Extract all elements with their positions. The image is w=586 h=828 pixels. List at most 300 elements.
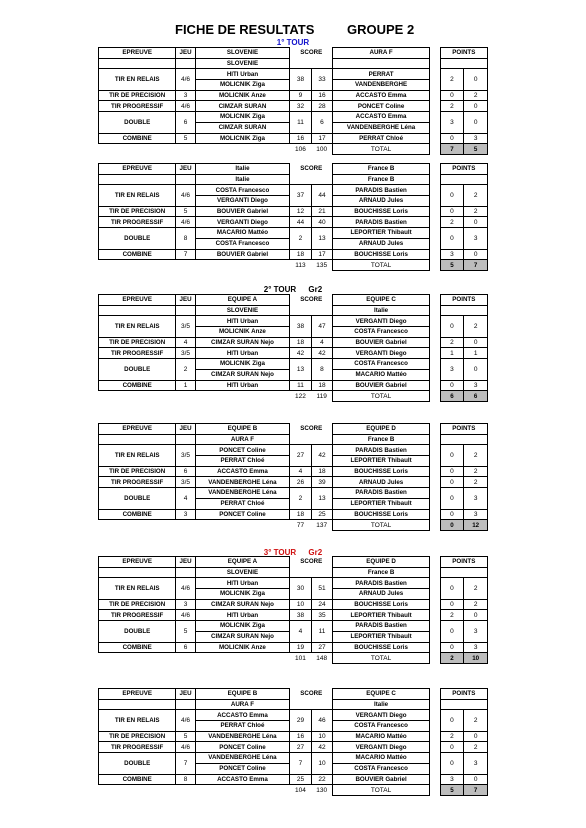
blank-cell (290, 699, 333, 710)
right-points: 3 (464, 488, 488, 509)
jeu-header: JEU (176, 689, 195, 700)
right-points: 0 (464, 731, 488, 742)
right-team-header: EQUIPE D (333, 424, 430, 435)
left-player: CIMZAR SURAN Nejo (195, 599, 290, 610)
blank-cell (176, 260, 195, 271)
event-label: TIR EN RELAIS (99, 578, 176, 599)
right-team-name: France B (333, 174, 430, 185)
right-player: MACARIO Mattéo (333, 731, 430, 742)
left-points: 0 (440, 133, 464, 144)
right-score: 25 (311, 509, 333, 520)
left-player: PONCET Coline (195, 742, 290, 753)
left-points: 0 (440, 710, 464, 731)
spacer (429, 185, 440, 206)
left-score: 18 (290, 509, 311, 520)
total-row (99, 520, 488, 531)
spacer (429, 133, 440, 144)
score-header: SCORE (300, 165, 323, 173)
blank-cell (440, 434, 487, 445)
page-title-row (0, 22, 586, 36)
left-points: 0 (440, 642, 464, 653)
spacer (429, 90, 440, 101)
blank-cell (176, 520, 195, 531)
event-label: TIR DE PRECISION (99, 337, 176, 348)
right-player: COSTA Francesco (333, 359, 430, 370)
right-points: 2 (464, 206, 488, 217)
right-points: 3 (464, 380, 488, 391)
total-row (99, 260, 488, 271)
right-team-name: Italie (333, 305, 430, 316)
left-team-header: SLOVENIE (195, 48, 290, 59)
right-points: 2 (464, 90, 488, 101)
right-points: 0 (464, 249, 488, 260)
left-player: ACCASTO Emma (195, 774, 290, 785)
left-points: 1 (440, 348, 464, 359)
jeu-value: 6 (176, 466, 195, 477)
spacer (429, 348, 440, 359)
left-player: MACARIO Mattéo (195, 228, 290, 239)
spacer (429, 731, 440, 742)
left-score: 11 (290, 380, 311, 391)
total-label: TOTAL (333, 260, 430, 271)
blank-cell (176, 785, 195, 796)
blank-cell (99, 653, 176, 664)
blank-cell (290, 434, 333, 445)
right-player: COSTA Francesco (333, 327, 430, 338)
total-label: TOTAL (333, 653, 430, 664)
right-points: 3 (464, 509, 488, 520)
right-score: 6 (311, 112, 333, 133)
event-label: TIR EN RELAIS (99, 710, 176, 731)
results-table (98, 47, 488, 155)
right-points: 3 (464, 753, 488, 774)
right-player: VANDENBERGHE (333, 80, 430, 91)
spacer (429, 69, 440, 90)
right-player: VERGANTI Diego (333, 742, 430, 753)
left-score-total: 77 (296, 521, 305, 529)
right-score: 18 (311, 466, 333, 477)
spacer (429, 689, 440, 700)
epreuve-header: EPREUVE (99, 689, 176, 700)
table-row (99, 217, 488, 228)
epreuve-header: EPREUVE (99, 557, 176, 568)
epreuve-header: EPREUVE (99, 48, 176, 59)
right-player: PERRAT (333, 69, 430, 80)
event-label: TIR DE PRECISION (99, 731, 176, 742)
spacer (429, 337, 440, 348)
right-team-name: France B (333, 567, 430, 578)
blank-cell (99, 144, 176, 155)
right-points: 1 (464, 348, 488, 359)
spacer (429, 359, 440, 380)
right-player: VERGANTI Diego (333, 348, 430, 359)
right-player: BOUCHISSE Loris (333, 249, 430, 260)
left-score-total: 104 (295, 786, 306, 794)
right-score: 47 (311, 316, 333, 337)
event-label: TIR PROGRESSIF (99, 610, 176, 621)
left-points: 3 (440, 112, 464, 133)
right-player: PONCET Coline (333, 101, 430, 112)
left-score: 10 (290, 599, 311, 610)
left-score: 2 (290, 228, 311, 249)
left-score-total: 113 (295, 261, 306, 269)
total-row (99, 391, 488, 402)
event-label: DOUBLE (99, 488, 176, 509)
left-score: 37 (290, 185, 311, 206)
event-label: COMBINE (99, 133, 176, 144)
event-label: COMBINE (99, 380, 176, 391)
spacer (429, 466, 440, 477)
left-score: 26 (290, 477, 311, 488)
event-label: TIR EN RELAIS (99, 445, 176, 466)
spacer (429, 642, 440, 653)
event-label: TIR PROGRESSIF (99, 742, 176, 753)
event-label: COMBINE (99, 774, 176, 785)
left-score: 13 (290, 359, 311, 380)
right-player: LEPORTIER Thibault (333, 610, 430, 621)
right-points: 3 (464, 621, 488, 642)
right-points-total: 7 (464, 260, 488, 271)
left-player: HITI Urban (195, 578, 290, 589)
left-score: 32 (290, 101, 311, 112)
left-points: 3 (440, 359, 464, 380)
left-points: 0 (440, 445, 464, 466)
event-label: TIR EN RELAIS (99, 69, 176, 90)
right-points: 0 (464, 101, 488, 112)
table-row (99, 742, 488, 753)
right-score: 18 (311, 380, 333, 391)
left-player: PONCET Coline (195, 445, 290, 456)
table-row (99, 753, 488, 764)
jeu-value: 2 (176, 359, 195, 380)
right-score: 13 (311, 228, 333, 249)
right-points: 2 (464, 466, 488, 477)
right-points: 2 (464, 742, 488, 753)
right-score-total: 137 (316, 521, 328, 529)
right-points: 0 (464, 337, 488, 348)
left-points-total: 5 (440, 785, 464, 796)
left-player: MOLICNIK Anze (195, 90, 290, 101)
spacer (429, 48, 440, 59)
right-player: COSTA Francesco (333, 763, 430, 774)
right-player: PARADIS Bastien (333, 578, 430, 589)
header-row (99, 689, 488, 700)
table-row (99, 185, 488, 196)
left-player: BOUVIER Gabriel (195, 249, 290, 260)
event-label: DOUBLE (99, 621, 176, 642)
left-team-name: SLOVENIE (195, 567, 290, 578)
right-points: 2 (464, 477, 488, 488)
table-row (99, 710, 488, 721)
right-player: ACCASTO Emma (333, 112, 430, 123)
right-score: 13 (311, 488, 333, 509)
jeu-value: 7 (176, 753, 195, 774)
right-points: 0 (464, 359, 488, 380)
right-score: 21 (311, 206, 333, 217)
left-score-total: 101 (295, 654, 306, 662)
left-team-name: AURA F (195, 434, 290, 445)
right-score: 35 (311, 610, 333, 621)
jeu-header: JEU (176, 424, 195, 435)
left-points: 0 (440, 316, 464, 337)
points-header: POINTS (440, 164, 487, 175)
tour-label: 2° TOUR (263, 285, 297, 294)
spacer (429, 424, 440, 435)
spacer (429, 217, 440, 228)
jeu-value: 5 (176, 133, 195, 144)
table-row (99, 774, 488, 785)
right-score-total: 148 (316, 654, 328, 662)
right-player: VANDENBERGHE Léna (333, 122, 430, 133)
table-row (99, 133, 488, 144)
right-player: ACCASTO Emma (333, 90, 430, 101)
left-points: 0 (440, 477, 464, 488)
left-team-name: Italie (195, 174, 290, 185)
right-score: 40 (311, 217, 333, 228)
left-points-total: 7 (440, 144, 464, 155)
left-score: 25 (290, 774, 311, 785)
table-row (99, 337, 488, 348)
jeu-header: JEU (176, 164, 195, 175)
left-points: 2 (440, 337, 464, 348)
right-player: ARNAUD Jules (333, 196, 430, 207)
table-row (99, 610, 488, 621)
blank-cell (290, 305, 333, 316)
team-row (99, 58, 488, 69)
right-score: 16 (311, 90, 333, 101)
left-player: HITI Urban (195, 348, 290, 359)
left-player: VERGANTI Diego (195, 217, 290, 228)
right-points-total: 7 (464, 785, 488, 796)
right-team-name: France B (333, 434, 430, 445)
right-player: BOUCHISSE Loris (333, 599, 430, 610)
spacer (429, 434, 440, 445)
right-score: 46 (311, 710, 333, 731)
spacer (429, 477, 440, 488)
blank-cell (99, 58, 176, 69)
right-score: 28 (311, 101, 333, 112)
blank-cell (176, 174, 195, 185)
left-player: MOLICNIK Ziga (195, 112, 290, 123)
tour-label: 1° TOUR (276, 38, 310, 47)
right-player: BOUCHISSE Loris (333, 466, 430, 477)
jeu-value: 5 (176, 206, 195, 217)
right-player: LEPORTIER Thibault (333, 631, 430, 642)
blank-cell (290, 567, 333, 578)
blank-cell (440, 174, 487, 185)
header-row (99, 164, 488, 175)
spacer (429, 599, 440, 610)
right-points: 0 (464, 69, 488, 90)
left-score: 4 (290, 621, 311, 642)
spacer (429, 488, 440, 509)
points-header: POINTS (440, 424, 487, 435)
blank-cell (440, 305, 487, 316)
left-score: 12 (290, 206, 311, 217)
table-row (99, 466, 488, 477)
table-row (99, 509, 488, 520)
right-score-total: 119 (316, 392, 327, 400)
right-score: 42 (311, 742, 333, 753)
blank-cell (195, 653, 290, 664)
left-points: 0 (440, 185, 464, 206)
table-row (99, 90, 488, 101)
results-table (98, 294, 488, 402)
table-row (99, 642, 488, 653)
left-points: 2 (440, 610, 464, 621)
blank-cell (176, 699, 195, 710)
score-header: SCORE (300, 690, 323, 698)
jeu-value: 4/6 (176, 578, 195, 599)
jeu-value: 5 (176, 621, 195, 642)
team-row (99, 434, 488, 445)
tour-2-heading (0, 285, 586, 294)
score-header: SCORE (300, 558, 323, 566)
right-team-name (333, 58, 430, 69)
right-points: 0 (464, 774, 488, 785)
right-player: BOUVIER Gabriel (333, 774, 430, 785)
table-row (99, 101, 488, 112)
left-points: 0 (440, 509, 464, 520)
event-label: COMBINE (99, 249, 176, 260)
right-team-header: EQUIPE D (333, 557, 430, 568)
spacer (429, 206, 440, 217)
left-team-name: AURA F (195, 699, 290, 710)
header-row (99, 557, 488, 568)
blank-cell (176, 58, 195, 69)
blank-cell (99, 434, 176, 445)
right-points: 3 (464, 133, 488, 144)
spacer (429, 621, 440, 642)
table-row (99, 380, 488, 391)
right-player: PARADIS Bastien (333, 621, 430, 632)
event-label: TIR DE PRECISION (99, 599, 176, 610)
left-player: HITI Urban (195, 380, 290, 391)
left-score: 27 (290, 742, 311, 753)
left-team-header: EQUIPE B (195, 689, 290, 700)
jeu-value: 4/6 (176, 710, 195, 731)
right-team-name: Italie (333, 699, 430, 710)
total-label: TOTAL (333, 520, 430, 531)
jeu-value: 3 (176, 90, 195, 101)
left-score: 29 (290, 710, 311, 731)
table-row (99, 578, 488, 589)
header-row (99, 295, 488, 306)
left-score: 11 (290, 112, 311, 133)
blank-cell (290, 174, 333, 185)
left-points: 2 (440, 101, 464, 112)
spacer (429, 174, 440, 185)
left-player: CIMZAR SURAN Nejo (195, 631, 290, 642)
right-points: 2 (464, 599, 488, 610)
jeu-header: JEU (176, 295, 195, 306)
jeu-value: 6 (176, 642, 195, 653)
header-row (99, 424, 488, 435)
left-player: PERRAT Chloé (195, 456, 290, 467)
right-player: BOUCHISSE Loris (333, 642, 430, 653)
table-row (99, 228, 488, 239)
left-score-total: 106 (295, 145, 306, 153)
jeu-header: JEU (176, 48, 195, 59)
event-label: DOUBLE (99, 228, 176, 249)
left-player: VERGANTI Diego (195, 196, 290, 207)
epreuve-header: EPREUVE (99, 424, 176, 435)
blank-cell (440, 699, 487, 710)
spacer (429, 520, 440, 531)
left-player: HITI Urban (195, 69, 290, 80)
left-player: CIMZAR SURAN Nejo (195, 337, 290, 348)
right-score: 33 (311, 69, 333, 90)
tour-group-suffix: Gr2 (308, 285, 323, 294)
jeu-value: 3/5 (176, 316, 195, 337)
right-player: BOUVIER Gabriel (333, 337, 430, 348)
right-points: 2 (464, 578, 488, 599)
results-table (98, 688, 488, 796)
total-row (99, 785, 488, 796)
left-player: MOLICNIK Ziga (195, 621, 290, 632)
total-label: TOTAL (333, 391, 430, 402)
header-row (99, 48, 488, 59)
left-points: 3 (440, 774, 464, 785)
left-score: 16 (290, 133, 311, 144)
table-row (99, 488, 488, 499)
right-player: MACARIO Mattéo (333, 369, 430, 380)
blank-cell (176, 305, 195, 316)
left-team-header: Italie (195, 164, 290, 175)
right-player: LEPORTIER Thibault (333, 228, 430, 239)
right-player: PARADIS Bastien (333, 488, 430, 499)
team-row (99, 305, 488, 316)
jeu-value: 3 (176, 599, 195, 610)
blank-cell (99, 520, 176, 531)
right-points: 2 (464, 710, 488, 731)
left-points-total: 6 (440, 391, 464, 402)
spacer (429, 101, 440, 112)
left-score: 30 (290, 578, 311, 599)
spacer (429, 753, 440, 774)
event-label: DOUBLE (99, 112, 176, 133)
right-score: 24 (311, 599, 333, 610)
spacer (429, 567, 440, 578)
right-team-header: EQUIPE C (333, 295, 430, 306)
right-score: 17 (311, 249, 333, 260)
left-team-header: EQUIPE B (195, 424, 290, 435)
right-player: BOUCHISSE Loris (333, 509, 430, 520)
spacer (429, 391, 440, 402)
results-table (98, 163, 488, 271)
left-player: MOLICNIK Ziga (195, 133, 290, 144)
left-player: PONCET Coline (195, 509, 290, 520)
team-row (99, 567, 488, 578)
blank-cell (440, 58, 487, 69)
jeu-value: 3 (176, 509, 195, 520)
left-player: MOLICNIK Anze (195, 327, 290, 338)
spacer (429, 774, 440, 785)
left-points: 2 (440, 731, 464, 742)
right-score: 42 (311, 445, 333, 466)
left-team-header: EQUIPE A (195, 295, 290, 306)
left-points: 0 (440, 488, 464, 509)
jeu-value: 1 (176, 380, 195, 391)
left-player: VANDENBERGHE Léna (195, 731, 290, 742)
score-header: SCORE (300, 425, 323, 433)
total-row (99, 653, 488, 664)
points-header: POINTS (440, 557, 487, 568)
tour-1-heading (0, 38, 586, 47)
left-score: 7 (290, 753, 311, 774)
jeu-value: 4/6 (176, 610, 195, 621)
left-points: 2 (440, 69, 464, 90)
